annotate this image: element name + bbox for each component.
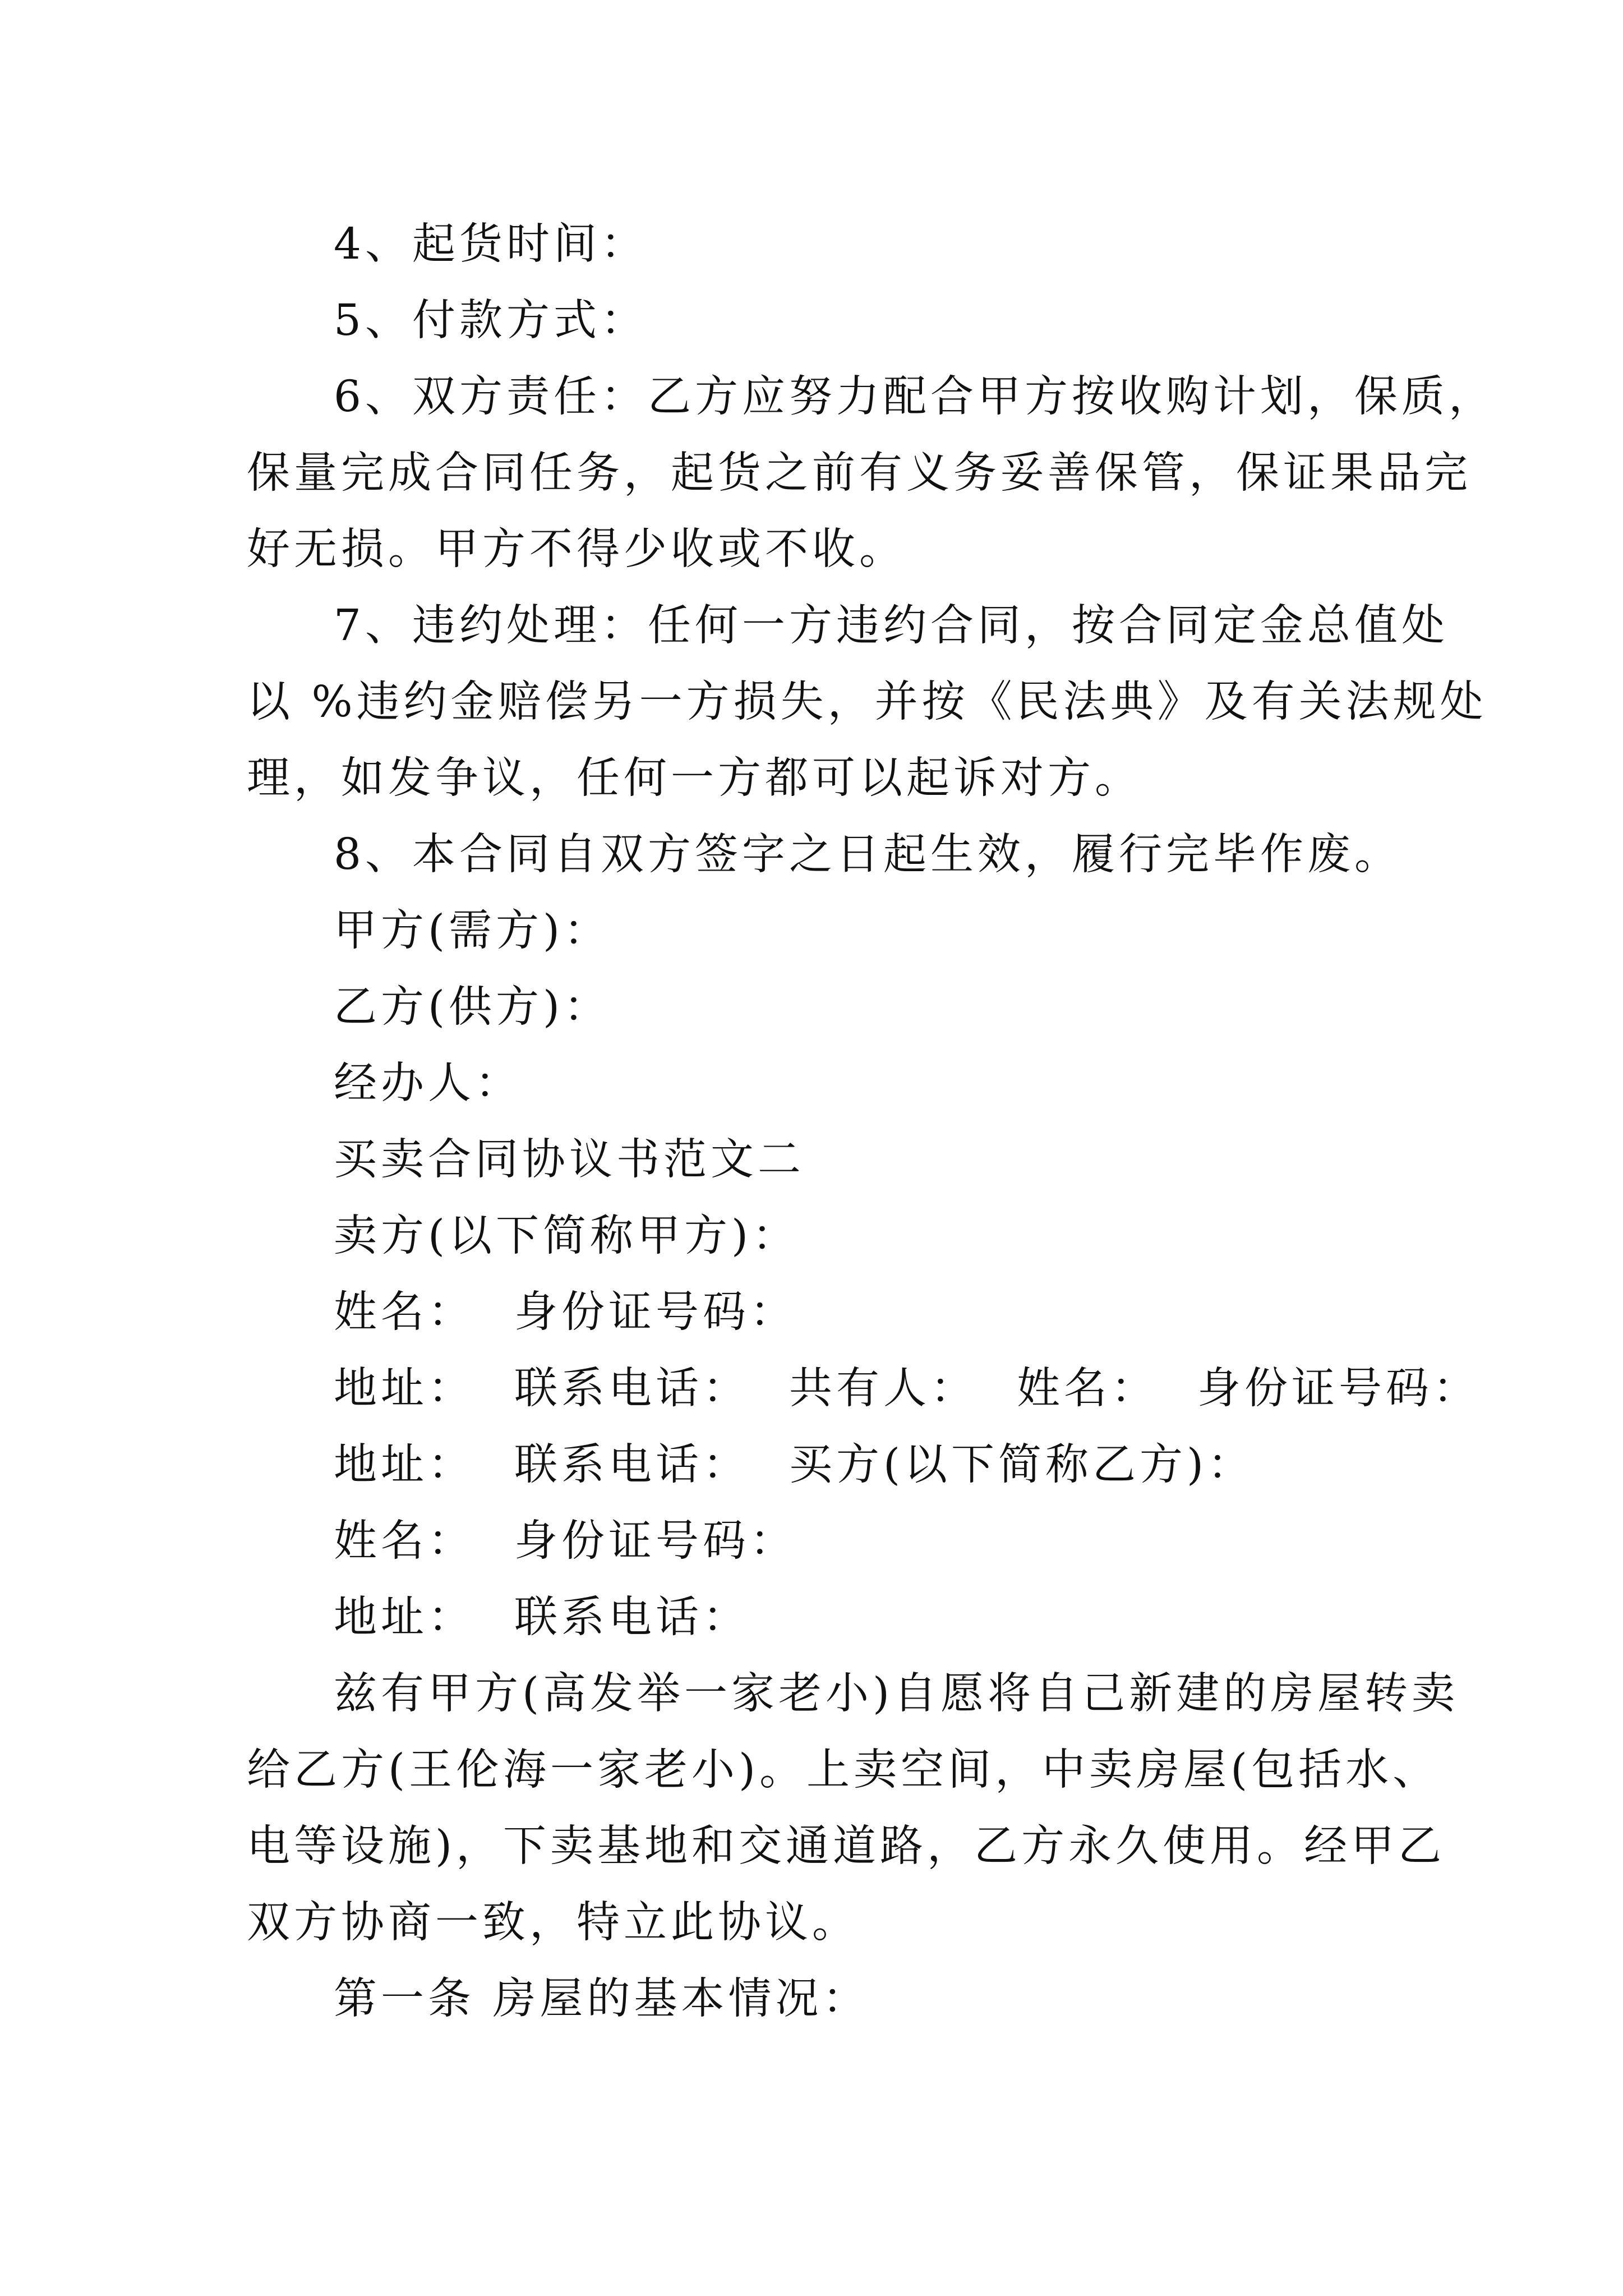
field-label: 身份证号码： <box>1197 1364 1480 1414</box>
co-owner-contact-line <box>334 1437 1255 1493</box>
buyer-contact-line <box>334 1590 750 1646</box>
field-label: 姓名： <box>334 1287 475 1337</box>
field-label: 联系电话： <box>514 1364 750 1414</box>
clause-6-line-1: 6、双方责任：乙方应努力配合甲方按收购计划，保质， <box>334 372 1496 422</box>
field-label: 姓名： <box>334 1516 475 1566</box>
clause-7-line-1: 7、违约处理：任何一方违约合同，按合同定金总值处 <box>334 601 1449 651</box>
clause-6-line-3: 好无损。甲方不得少收或不收。 <box>247 524 906 574</box>
buyer-name-line <box>334 1513 797 1570</box>
handler-line: 经办人： <box>334 1059 522 1108</box>
field-label: 买方(以下简称乙方)： <box>789 1440 1255 1490</box>
field-label: 身份证号码： <box>514 1287 797 1337</box>
agreement-line-4: 双方协商一致，特立此协议。 <box>247 1898 859 1948</box>
party-b-line: 乙方(供方)： <box>334 982 611 1032</box>
seller-name-line <box>334 1285 797 1341</box>
agreement-line-2: 给乙方(王伦海一家老小)。上卖空间，中卖房屋(包括水、 <box>247 1745 1440 1795</box>
field-label: 地址： <box>334 1440 475 1490</box>
clause-6-line-2: 保量完成合同任务，起货之前有义务妥善保管，保证果品完 <box>247 448 1472 498</box>
field-label: 共有人： <box>789 1364 978 1414</box>
field-label: 联系电话： <box>514 1440 750 1490</box>
field-label: 地址： <box>334 1364 475 1414</box>
field-label: 姓名： <box>1017 1364 1158 1414</box>
article-1-line: 第一条 房屋的基本情况： <box>334 1974 870 2024</box>
agreement-line-1: 兹有甲方(高发举一家老小)自愿将自己新建的房屋转卖 <box>334 1669 1459 1719</box>
party-a-line: 甲方(需方)： <box>334 906 611 956</box>
clause-8-line: 8、本合同自双方签字之日起生效，履行完毕作废。 <box>334 830 1401 880</box>
field-label: 地址： <box>334 1593 475 1642</box>
clause-5-line: 5、付款方式： <box>334 296 648 346</box>
clause-4-line: 4、起货时间： <box>334 219 648 269</box>
seller-contact-line <box>334 1361 1480 1417</box>
field-label: 联系电话： <box>514 1593 750 1642</box>
clause-7-line-2: 以 %违约金赔偿另一方损失，并按《民法典》及有关法规处 <box>247 677 1487 727</box>
field-label: 身份证号码： <box>514 1516 797 1566</box>
clause-7-line-3: 理，如发争议，任何一方都可以起诉对方。 <box>247 753 1142 803</box>
section-heading: 买卖合同协议书范文二 <box>334 1135 805 1185</box>
seller-line: 卖方(以下简称甲方)： <box>334 1211 800 1261</box>
agreement-line-3: 电等设施)，下卖基地和交通道路，乙方永久使用。经甲乙 <box>247 1821 1446 1871</box>
